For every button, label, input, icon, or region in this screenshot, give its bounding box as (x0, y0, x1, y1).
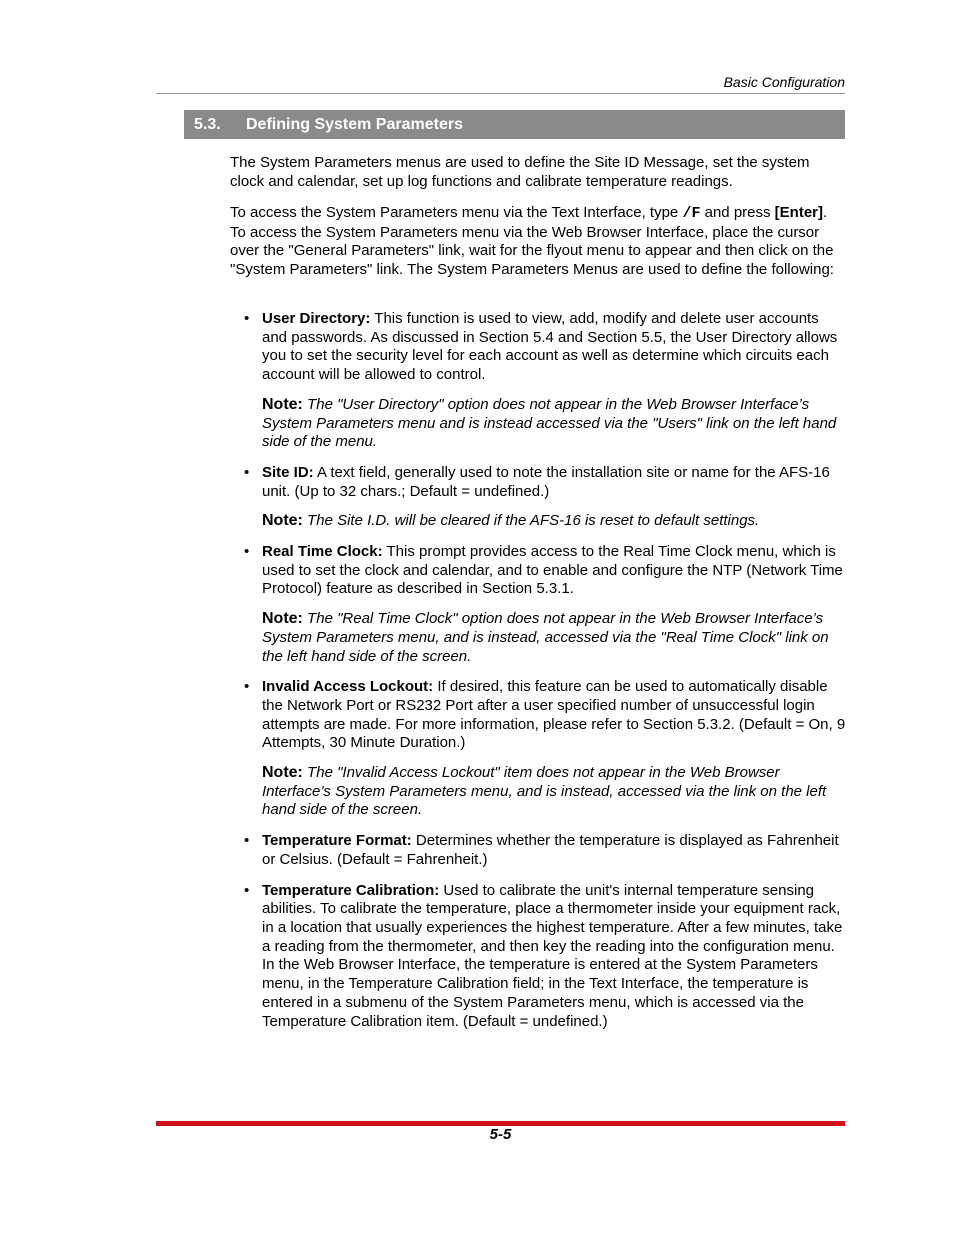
note (262, 512, 846, 531)
bullet-icon: • (244, 881, 250, 899)
list-item-invalid-access-lockout (244, 678, 846, 820)
list-item-site-id (244, 464, 846, 531)
item-description: This prompt provides access to the Real Time Clock menu, which is used to set the clock and calendar, and to enable and configure the NTP (Network Time Protocol) feature as described in Section 5.3.1. (262, 543, 843, 598)
item-term: User Directory: (262, 310, 371, 327)
parameter-list (244, 310, 846, 1043)
note (262, 396, 846, 452)
header-divider (156, 93, 845, 94)
bullet-icon: • (244, 678, 250, 696)
note (262, 610, 846, 666)
list-item-temperature-calibration (244, 882, 846, 1032)
page-number: 5-5 (489, 1126, 512, 1143)
note-text: The "Real Time Clock" option does not appear in the Web Browser Interface’s System Parameters menu, and is instead, accessed via the "Real Time Clock" link on the left hand side of the screen. (262, 610, 829, 665)
bullet-icon: • (244, 310, 250, 327)
bullet-icon: • (244, 543, 250, 561)
bullet-icon: • (244, 832, 250, 850)
item-term: Real Time Clock: (262, 543, 383, 561)
command-code: /F (682, 205, 701, 222)
section-number: 5.3. (194, 116, 221, 133)
item-term: Temperature Format: (262, 832, 412, 850)
item-description: If desired, this feature can be used to automatically disable the Network Port or RS232 Port after a user specified number of unsuccessful login attempts are made. For more information, please refer to Section 5.3.2. (Default = On, 9 Attempts, 30 Minute Duration.) (262, 678, 846, 752)
note-label: Note: (262, 512, 303, 530)
item-description: Determines whether the temperature is displayed as Fahrenheit or Celsius. (Default = Fahrenheit.) (262, 832, 839, 868)
section-title: Defining System Parameters (246, 116, 463, 133)
item-description: Used to calibrate the unit's internal temperature sensing abilities. To calibrate the temperature, place a thermometer inside your equipment rack, in a location that usually experiences the highest temperature. After a few minutes, take a reading from the thermometer, and then key the reading into the configuration menu. In the Web Browser Interface, the temperature is entered at the System Parameters menu, in the Temperature Calibration field; in the Text Interface, the temperature is entered in a submenu of the System Parameters menu, which is accessed via the Temperature Calibration item. (Default = undefined.) (262, 881, 843, 1030)
note-label: Note: (262, 610, 303, 628)
section-heading (184, 110, 845, 139)
intro-paragraph-1: The System Parameters menus are used to define the Site ID Message, set the system clock and calendar, set up log functions and calibrate temperature readings. (230, 154, 810, 190)
item-term: Invalid Access Lockout: (262, 678, 434, 696)
item-description: A text field, generally used to note the installation site or name for the AFS-16 unit. (Up to 32 chars.; Default = undefined.) (262, 463, 830, 500)
p2-text-c: . To access the System Parameters menu via the Web Browser Interface, place the cursor over the "General Parameters" link, wait for the flyout menu to appear and then click on the "System Parameters" link. The System Parameters Menus are used to define the following: (230, 204, 834, 279)
item-term: Temperature Calibration: (262, 881, 440, 899)
item-term: Site ID: (262, 463, 314, 481)
note-text: The "Invalid Access Lockout" item does not appear in the Web Browser Interface’s System Parameters menu, and is instead, accessed via the link on the left hand side of the screen. (262, 764, 827, 819)
enter-key-label: [Enter] (774, 204, 824, 221)
running-header: Basic Configuration (723, 74, 845, 90)
note-text: The Site I.D. will be cleared if the AFS-16 is reset to default settings. (302, 512, 760, 530)
note (262, 764, 846, 820)
note-text: The "User Directory" option does not appear in the Web Browser Interface’s System Parameters menu and is instead accessed via the "Users" link on the left hand side of the menu. (262, 395, 837, 451)
list-item-real-time-clock (244, 543, 846, 666)
bullet-icon: • (244, 463, 250, 481)
item-description: This function is used to view, add, modify and delete user accounts and passwords. As discussed in Section 5.4 and Section 5.5, the User Directory allows you to set the security level for each account as well as determine which circuits each account will be allowed to control. (262, 310, 838, 384)
note-label: Note: (262, 764, 303, 782)
note-label: Note: (262, 395, 303, 413)
list-item-user-directory (244, 310, 846, 452)
intro-paragraph-2 (230, 204, 845, 280)
list-item-temperature-format (244, 832, 846, 869)
p2-text-a: To access the System Parameters menu via the Text Interface, type (230, 204, 683, 221)
p2-text-b: and press (700, 204, 775, 221)
